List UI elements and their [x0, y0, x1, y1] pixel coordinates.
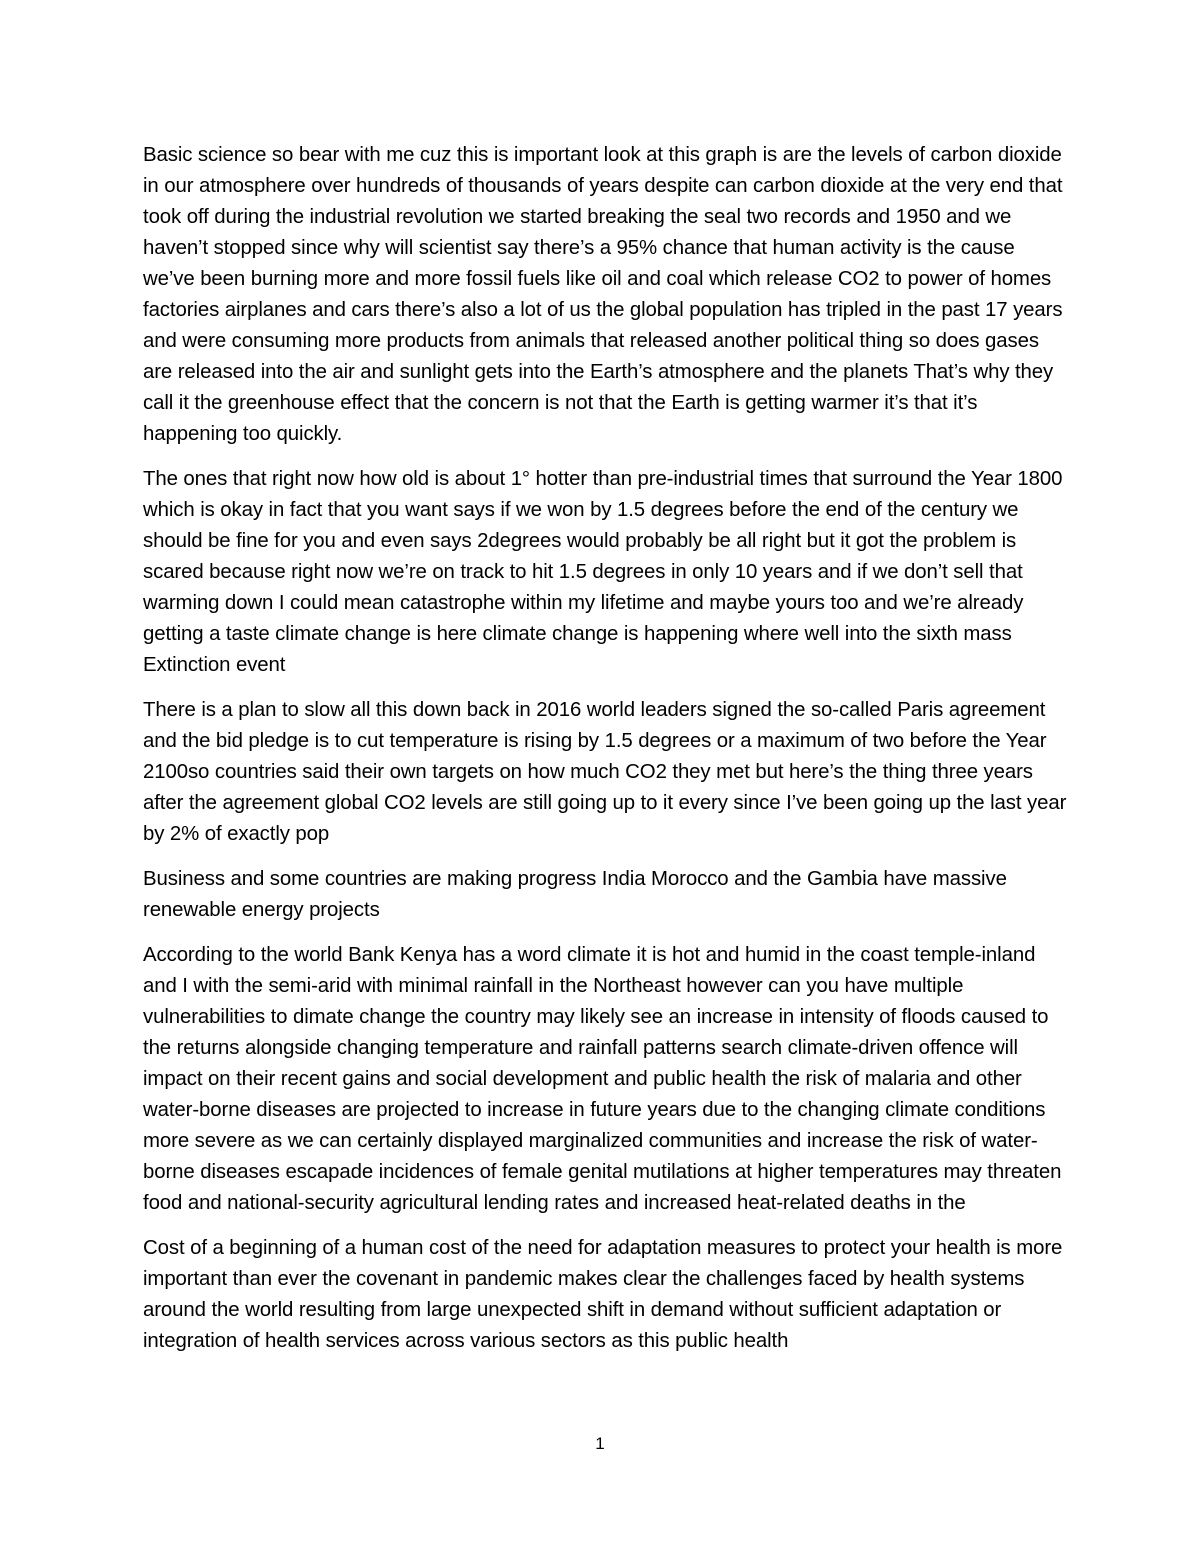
- paragraph-5: According to the world Bank Kenya has a word climate it is hot and humid in the coast temple-inland and I with the semi-arid with minimal rainfall in the Northeast however can you have multiple vulnerabilities to dimate change the country may likely see an increase in intensity of floods caused to the returns alongside changing temperature and rainfall patterns search climate-driven offence will impact on their recent gains and social development and public health the risk of malaria and other water-borne diseases are projected to increase in future years due to the changing climate conditions more severe as we can certainly displayed marginalized communities and increase the risk of water-borne diseases escapade incidences of female genital mutilations at higher temperatures may threaten food and national-security agricultural lending rates and increased heat-related deaths in the: [143, 944, 1062, 1214]
- paragraph-4: Business and some countries are making progress India Morocco and the Gambia have massive renewable energy projects: [143, 868, 1007, 921]
- page-number: 1: [595, 1434, 605, 1453]
- document-body: [143, 140, 1068, 1371]
- paragraph-3: There is a plan to slow all this down back in 2016 world leaders signed the so-called Paris agreement and the bid pledge is to cut temperature is rising by 1.5 degrees or a maximum of two before the Year 2100so countries said their own targets on how much CO2 they met but here’s the thing three years after the agreement global CO2 levels are still going up to it every since I’ve been going up the last year by 2% of exactly pop: [143, 699, 1067, 845]
- paragraph-6: Cost of a beginning of a human cost of the need for adaptation measures to protect your health is more important than ever the covenant in pandemic makes clear the challenges faced by health systems around the world resulting from large unexpected shift in demand without sufficient adaptation or integration of health services across various sectors as this public health: [143, 1237, 1063, 1352]
- paragraph-1: Basic science so bear with me cuz this is important look at this graph is are the levels of carbon dioxide in our atmosphere over hundreds of thousands of years despite can carbon dioxide at the very end that took off during the industrial revolution we started breaking the seal two records and 1950 and we haven’t stopped since why will scientist say there’s a 95% chance that human activity is the cause we’ve been burning more and more fossil fuels like oil and coal which release CO2 to power of homes factories airplanes and cars there’s also a lot of us the global population has tripled in the past 17 years and were consuming more products from animals that released another political thing so does gases are released into the air and sunlight gets into the Earth’s atmosphere and the planets That’s why they call it the greenhouse effect that the concern is not that the Earth is getting warmer it’s that it’s happening too quickly.: [143, 144, 1063, 445]
- paragraph-2: The ones that right now how old is about 1° hotter than pre-industrial times that surround the Year 1800 which is okay in fact that you want says if we won by 1.5 degrees before the end of the century we should be fine for you and even says 2degrees would probably be all right but it got the problem is scared because right now we’re on track to hit 1.5 degrees in only 10 years and if we don’t sell that warming down I could mean catastrophe within my lifetime and maybe yours too and we’re already getting a taste climate change is here climate change is happening where well into the sixth mass Extinction event: [143, 468, 1063, 676]
